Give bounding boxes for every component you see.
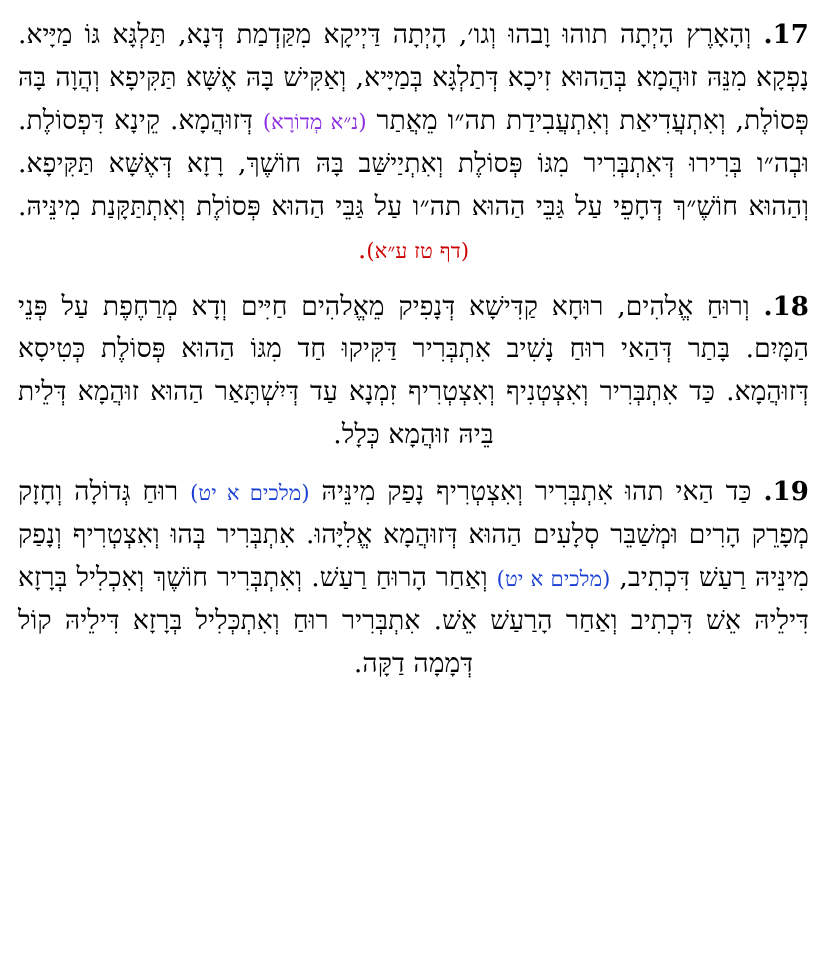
paragraph-17-reference-variant: (נ״א מְדוֹרָא) (262, 109, 367, 134)
paragraph-17-terminal-period: . (357, 233, 367, 265)
paragraph-17 (18, 14, 809, 272)
paragraph-19-reference-kings-2: (מלכים א יט) (496, 567, 611, 592)
paragraph-19-text-part-2: רוּחַ גְּדוֹלָה וְחָזָק מְפָרֵק הָרִים וּמְשַׁבֵּר סְלָעִים הַהוּא דְּזוּהֲמָא אֱלִיָּהוּ. אִתְבְּרִיר בְּהוּ וְאִצְטְרִיף וְנָפַק מִינֵּיהּ רַעַשׁ דִּכְתִיב, (18, 476, 809, 594)
paragraph-17-text-part-1: וְהָאָרֶץ הָיְתָה תוהוּ וָבהוּ וְגו׳, הָיְתָה דַּיְיקָא מִקַּדְמַת דְּנָא, תַּלְגָּא גּוֹ מַיָּיא. נָפְקָא מִנֵּהּ זוּהֲמָא בְּהַהוּא זִיכָא דְּתַלְגָּא בְּמַיָּיא, וְאַקִּישׁ בָּהּ אֶשָּׁא תַּקִּיפָא וְהֲוָה בָּהּ פְּסוֹלֶת, וְאִתְעֲדִיאַת וְאִתְעֲבִידַת תה״ו מֵאֲתַר (18, 19, 809, 136)
paragraph-number-17: 17. (763, 20, 809, 50)
paragraph-19-text-part-3: וְאַחַר הָרוּחַ רַעַשׁ. וְאִתְבְּרִיר חוֹשֶׁךְ וְאִכְלִיל בְּרָזָא דִּילֵיהּ אֵשׁ דִּכְתִיב וְאַחַר הָרַעַשׁ אֵשׁ. אִתְבְּרִיר רוּחַ וְאִתְכְּלִיל בְּרָזָא דִּילֵיהּ קוֹל דְּמָמָה דַקָּה. (18, 562, 809, 679)
paragraph-17-text-part-2: דְּזוּהֲמָא. קֵינָא דִּפְסוֹלֶת. וּבְה״ו בְּרִירוּ דְּאִתְבְּרִיר מִגּוֹ פְּסוֹלֶת וְאִתְיַישַּׁב בָּהּ חוֹשֶׁךְ, רָזָא דְּאֶשָּׁא תַּקִּיפָא. וְהַהוּא חוֹשֶׁ״ךְ דְּחָפֵי עַל גַּבֵּי הַהוּא תה״ו עַל גַּבֵּי הַהוּא פְּסוֹלֶת וְאִתְתַּקָּנַת מִינֵּיהּ. (18, 104, 809, 222)
paragraph-17-reference-folio: (דף טז ע״א) (366, 238, 470, 263)
paragraph-19-reference-kings-1: (מלכים א יט) (190, 481, 310, 506)
paragraph-number-18: 18. (763, 291, 809, 322)
paragraph-19 (18, 471, 809, 686)
paragraph-19-text-part-1: כַּד הַאי תהוּ אִתְבְּרִיר וְאִצְטְרִיף נָפַק מִינֵּיהּ (309, 476, 752, 508)
paragraph-18 (18, 286, 809, 458)
paragraph-number-19: 19. (763, 477, 809, 508)
paragraph-18-text: וְרוּחַ אֱלהִים, רוּחָא קַדִּישָׁא דְּנָפִיק מֵאֱלהִים חַיִּים וְדָא מְרַחֶפֶת עַל פְּנֵי הַמָּיִם. בָּתַר דְּהַאי רוּחַ נָשִׁיב אִתְבְּרִיר דַּקִּיקוּ חַד מִגּוֹ הַהוּא פְּסוֹלֶת כְּטִיסָא דְּזוּהֲמָא. כַּד אִתְבְּרִיר וְאִצְטְנִיף וְאִצְטְרִיף זִמְנָא עַד דְּיִשְׁתָּאַר הַהוּא זוּהֲמָא דְּלֵית בֵּיהּ זוּהֲמָא כְּלָל. (18, 290, 809, 451)
